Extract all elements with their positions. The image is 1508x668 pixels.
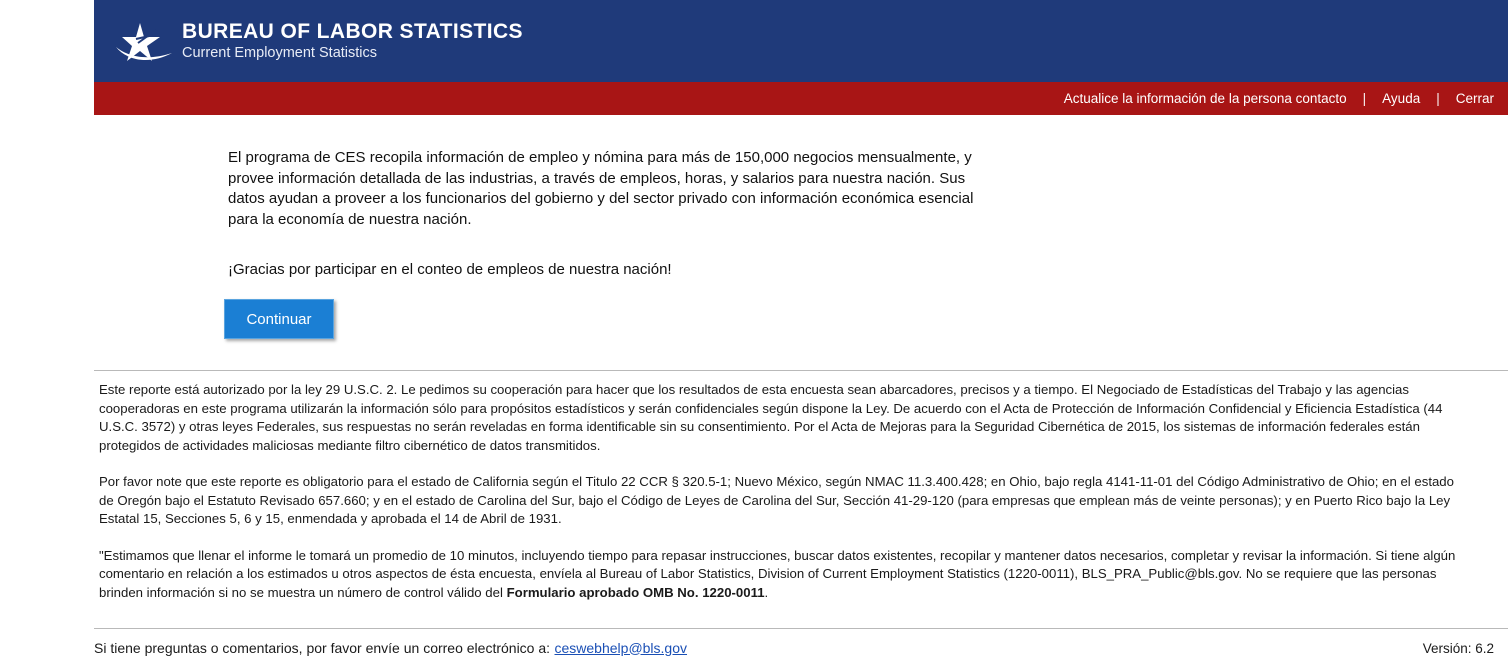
site-footer	[94, 629, 1508, 668]
omb-form-number: Formulario aprobado OMB No. 1220-0011	[506, 584, 765, 600]
footer-contact-text: Si tiene preguntas o comentarios, por favor envíe un correo electrónico a:	[94, 639, 551, 656]
intro-content	[228, 148, 998, 281]
nav-separator-2: |	[1436, 91, 1440, 106]
nav-separator-1: |	[1362, 91, 1367, 106]
burden-text-tail: .	[764, 584, 769, 600]
footer-email-link[interactable]: ceswebhelp@bls.gov	[554, 639, 688, 656]
agency-title: BUREAU OF LABOR STATISTICS	[182, 19, 523, 43]
bls-logo	[94, 17, 182, 65]
thanks-paragraph: ¡Gracias por participar en el conteo de empleos de nuestra nación!	[228, 261, 672, 278]
legal-paragraph-mandatory-states: Por favor note que este reporte es obligatorio para el estado de California según el Titulo 22 CCR § 320.5-1; Nuevo México, según NMAC 11.3.400.428; en Ohio, bajo regla 4141-11-01 del Código Administrativo de Ohio; en el estado de Oregón bajo el Estatuto Revisado 657.660; y en el estado de Carolina del Sur, bajo el Código de Leyes de Carolina del Sur, Sección 41-29-120 (para empresas que emplean más de veinte personas); y en Puerto Rico bajo la Ley Estatal 15, Secciones 5, 6 y 15, enmendada y aprobada el 14 de Abril de 1931.	[99, 474, 1454, 526]
nav-link-close[interactable]: Cerrar	[1455, 91, 1494, 106]
agency-text-block	[182, 21, 523, 61]
content-divider	[94, 370, 1508, 371]
continue-button[interactable]: Continuar	[224, 299, 334, 339]
legal-paragraph-burden-estimate	[99, 547, 1456, 603]
program-subtitle: Current Employment Statistics	[182, 44, 378, 61]
bls-star-swoosh-logo-icon	[114, 17, 176, 65]
site-header	[94, 0, 1508, 82]
burden-text-lead: "Estimamos que llenar el informe le tomará un promedio de 10 minutos, incluyendo tiempo para repasar instrucciones, buscar datos existentes, recopilar y mantener datos necesarios, completar y revisar la información. Si tiene algún comentario en relación a los estimados u otros aspectos de ésta encuesta, envíela al Bureau of Labor Statistics, Division of Current Employment Statistics (1220-0011), BLS_PRA_Public@bls.gov. No se requiere que las personas brinden información si no se muestra un número de control válido del	[99, 547, 1456, 600]
footer-version: Versión: 6.2	[1422, 641, 1494, 656]
legal-notice-block	[99, 381, 1456, 602]
legal-paragraph-authorization: Este reporte está autorizado por la ley 29 U.S.C. 2. Le pedimos su cooperación para hacer que los resultados de esta encuesta sean abarcadores, precisos y a tiempo. El Negociado de Estadísticas del Trabajo y las agencias cooperadoras en este programa utilizarán la información sólo para propósitos estadísticos y serán confidenciales según dispone la Ley. De acuerdo con el Acta de Protección de Información Confidencial y Eficiencia Estadística (44 U.S.C. 3572) y otras leyes Federales, sus respuestas no serán reveladas en forma identificable sin su consentimiento. Por el Acta de Mejoras para la Seguridad Cibernética de 2015, los sistemas de información federales están protegidos de actividades maliciosas mediante filtro cibernético de datos transmitidos.	[99, 382, 1443, 453]
footer-contact	[94, 640, 687, 658]
nav-link-update-contact[interactable]: Actualice la información de la persona contacto	[1063, 91, 1347, 106]
intro-paragraph: El programa de CES recopila información de empleo y nómina para más de 150,000 negocios mensualmente, y provee información detallada de las industrias, a través de empleos, horas, y salarios para nuestra nación. Sus datos ayudan a proveer a los funcionarios del gobierno y del sector privado con información económica esencial para la economía de nuestra nación.	[228, 149, 974, 228]
nav-link-help[interactable]: Ayuda	[1382, 91, 1421, 106]
utility-nav-bar	[94, 82, 1508, 115]
